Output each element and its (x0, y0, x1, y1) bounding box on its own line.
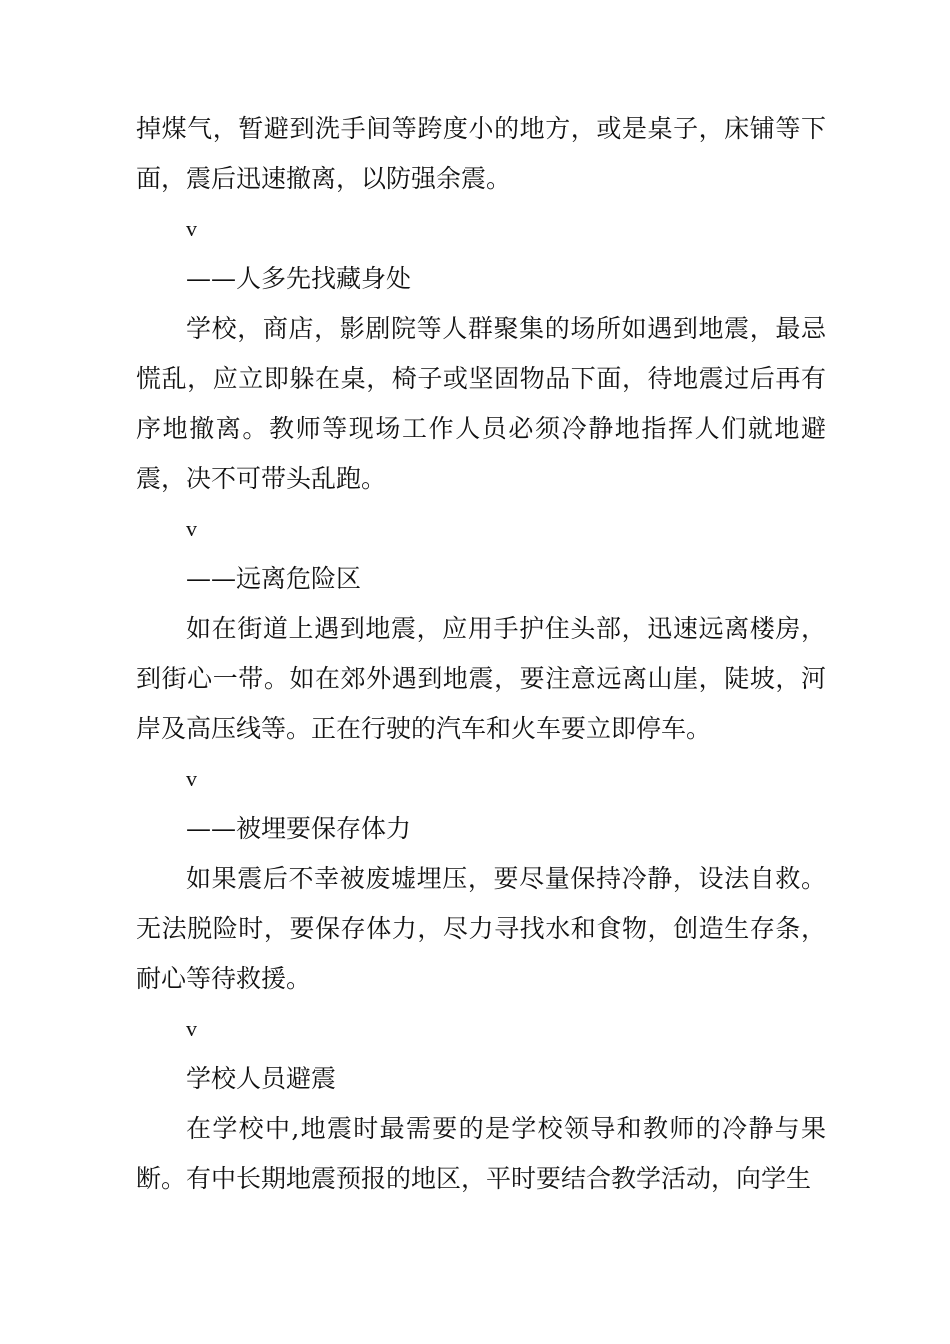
paragraph: 学校，商店，影剧院等人群聚集的场所如遇到地震，最忌慌乱，应立即躲在桌，椅子或坚固物品下面，待地震过后再有序地撤离。教师等现场工作人员必须冷静地指挥人们就地避震，决不可带头乱跑。 (136, 314, 826, 493)
section-marker: v (186, 216, 197, 241)
section-marker: v (186, 1016, 197, 1041)
section-heading: ——远离危险区 (186, 564, 362, 593)
paragraph: 如在街道上遇到地震，应用手护住头部，迅速远离楼房，到街心一带。如在郊外遇到地震，要注意远离山崖，陡坡，河岸及高压线等。正在行驶的汽车和火车要立即停车。 (136, 614, 826, 743)
section-heading: 学校人员避震 (186, 1064, 337, 1093)
section-heading: ——被埋要保存体力 (186, 814, 412, 843)
section-heading: ——人多先找藏身处 (186, 264, 412, 293)
paragraph: 在学校中,地震时最需要的是学校领导和教师的冷静与果断。有中长期地震预报的地区，平时要结合教学活动，向学生 (136, 1114, 826, 1193)
section-marker: v (186, 766, 197, 791)
paragraph-continuation: 掉煤气，暂避到洗手间等跨度小的地方，或是桌子，床铺等下面，震后迅速撤离，以防强余震。 (136, 114, 826, 193)
document-body (136, 104, 826, 1204)
paragraph: 如果震后不幸被废墟埋压，要尽量保持冷静，设法自救。无法脱险时，要保存体力，尽力寻找水和食物，创造生存条，耐心等待救援。 (136, 864, 826, 993)
section-marker: v (186, 516, 197, 541)
